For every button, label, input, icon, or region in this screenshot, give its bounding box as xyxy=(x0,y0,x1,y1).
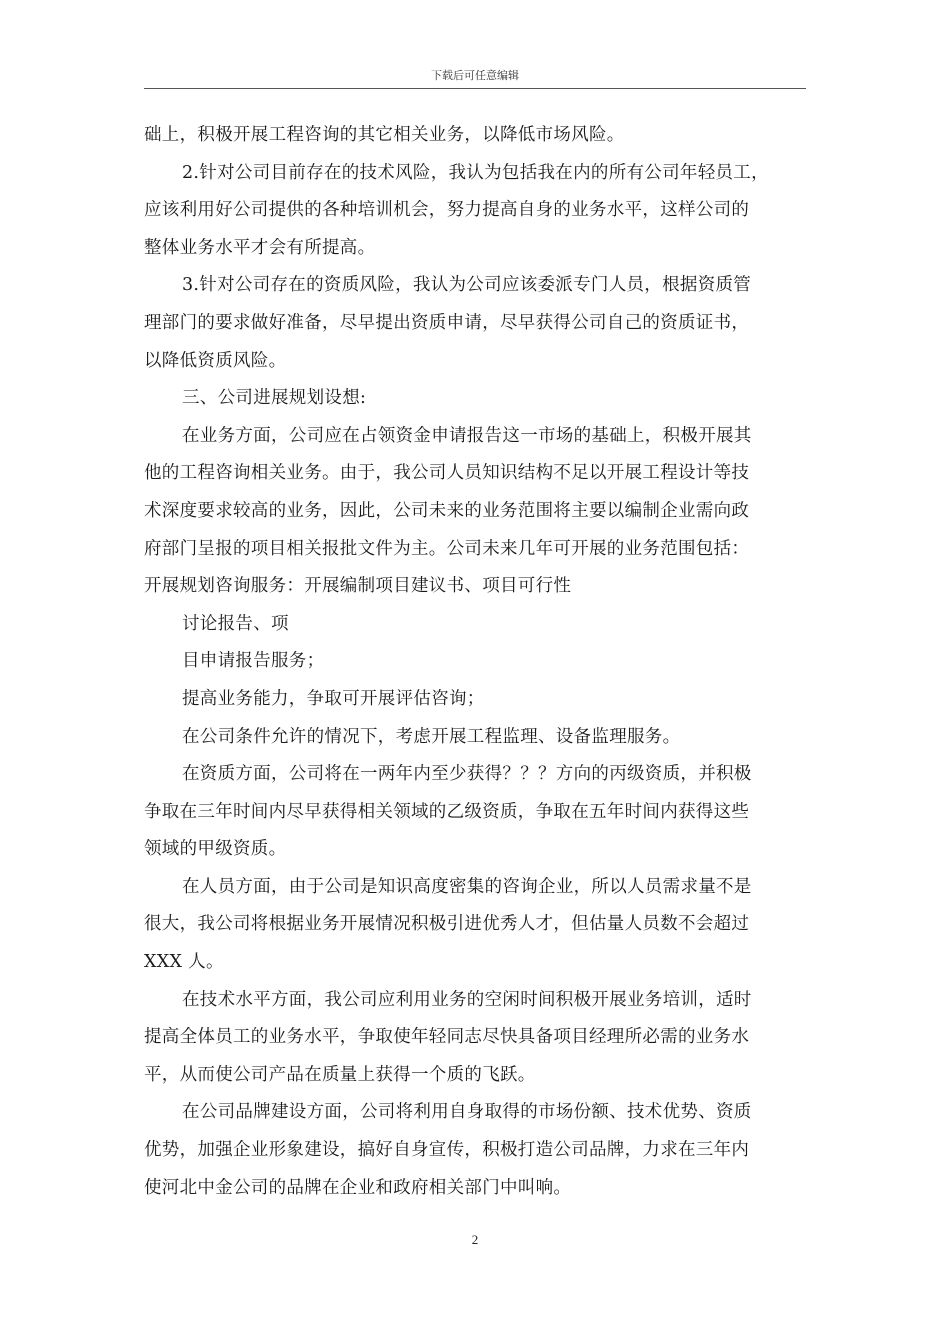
paragraph-line: 术深度要求较高的业务，因此，公司未来的业务范围将主要以编制企业需向政 xyxy=(144,500,750,521)
document-body xyxy=(144,117,814,1207)
paragraph-line: 3.针对公司存在的资质风险，我认为公司应该委派专门人员，根据资质管 xyxy=(182,275,752,296)
paragraph-line: 在公司品牌建设方面，公司将利用自身取得的市场份额、技术优势、资质 xyxy=(182,1102,752,1123)
paragraph-line: 以降低资质风险。 xyxy=(144,350,287,371)
paragraph-line: 提高业务能力，争取可开展评估咨询； xyxy=(182,688,485,709)
paragraph-line: 在业务方面，公司应在占领资金申请报告这一市场的基础上，积极开展其 xyxy=(182,425,752,446)
paragraph-line: 在资质方面，公司将在一两年内至少获得？？？方向的丙级资质，并积极 xyxy=(182,764,752,785)
paragraph-line: 2.针对公司目前存在的技术风险，我认为包括我在内的所有公司年轻员工， xyxy=(182,162,769,183)
paragraph-line: 在技术水平方面，我公司应利用业务的空闲时间积极开展业务培训，适时 xyxy=(182,989,752,1010)
paragraph-line: 争取在三年时间内尽早获得相关领域的乙级资质，争取在五年时间内获得这些 xyxy=(144,801,750,822)
paragraph-line: 提高全体员工的业务水平，争取使年轻同志尽快具备项目经理所必需的业务水 xyxy=(144,1027,750,1048)
paragraph-line: 很大，我公司将根据业务开展情况积极引进优秀人才，但估量人员数不会超过 xyxy=(144,914,750,935)
paragraph-line: 领域的甲级资质。 xyxy=(144,839,287,860)
paragraph-line: 优势，加强企业形象建设，搞好自身宣传，积极打造公司品牌，力求在三年内 xyxy=(144,1140,750,1161)
paragraph-line: 府部门呈报的项目相关报批文件为主。公司未来几年可开展的业务范围包括： xyxy=(144,538,750,559)
paragraph-line: 在人员方面，由于公司是知识高度密集的咨询企业，所以人员需求量不是 xyxy=(182,876,752,897)
paragraph-line: 开展规划咨询服务：开展编制项目建议书、项目可行性 xyxy=(144,576,572,597)
paragraph-line: 应该利用好公司提供的各种培训机会，努力提高自身的业务水平，这样公司的 xyxy=(144,200,750,221)
paragraph-line: 整体业务水平才会有所提高。 xyxy=(144,237,376,258)
paragraph-line: 使河北中金公司的品牌在企业和政府相关部门中叫响。 xyxy=(144,1177,572,1198)
page-header: 下载后可任意编辑 xyxy=(431,69,519,82)
paragraph-line: 他的工程咨询相关业务。由于，我公司人员知识结构不足以开展工程设计等技 xyxy=(144,463,750,484)
header-divider xyxy=(144,88,806,89)
paragraph-line: 在公司条件允许的情况下，考虑开展工程监理、设备监理服务。 xyxy=(182,726,681,747)
page-number: 2 xyxy=(471,1232,479,1247)
paragraph-line: XXX 人。 xyxy=(144,952,224,973)
paragraph-line: 理部门的要求做好准备，尽早提出资质申请，尽早获得公司自己的资质证书， xyxy=(144,312,750,333)
paragraph-line: 础上，积极开展工程咨询的其它相关业务，以降低市场风险。 xyxy=(144,125,625,145)
paragraph-line: 讨论报告、项 xyxy=(182,613,289,634)
paragraph-line: 目申请报告服务； xyxy=(182,651,325,672)
paragraph-line: 平，从而使公司产品在质量上获得一个质的飞跃。 xyxy=(144,1064,536,1085)
section-heading: 三、公司进展规划设想: xyxy=(182,388,367,409)
